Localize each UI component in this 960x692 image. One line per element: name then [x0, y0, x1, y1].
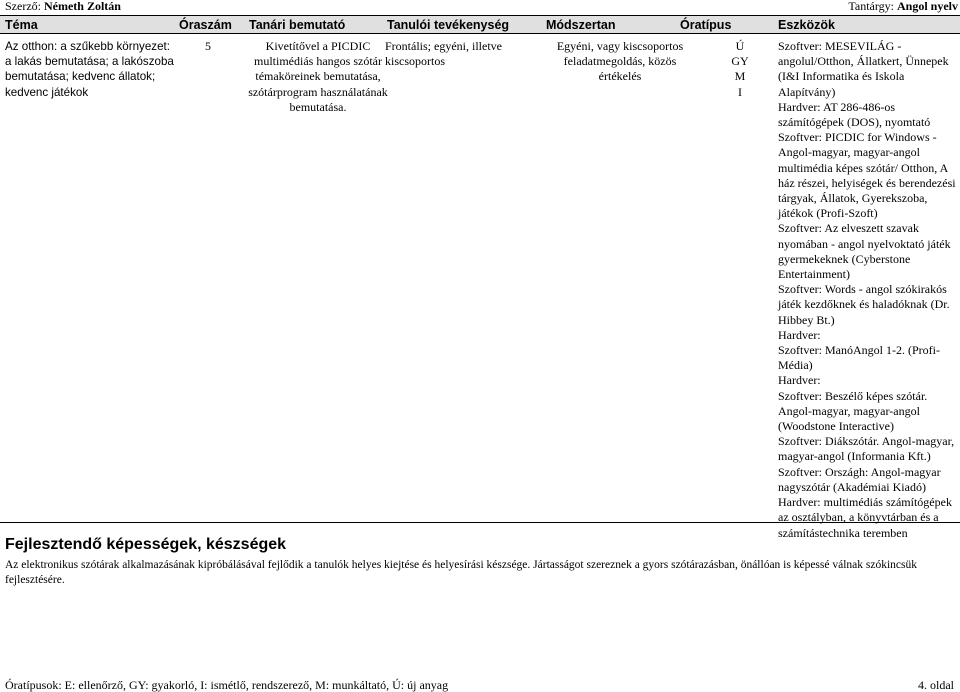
oratipus-item: GY	[731, 54, 749, 69]
oratipus-item: M	[734, 69, 746, 84]
eszkoz-item: Szoftver: Az elveszett szavak nyomában - angol nyelvoktató játék gyermekeknek (Cyberstone Entertainment)	[778, 221, 951, 282]
subject-line	[848, 0, 958, 13]
cell-tanari-bemutato: Kivetítővel a PICDIC multimédiás hangos szótár témaköreinek bemutatása, szótárprogram használatának bemutatása.	[248, 39, 388, 114]
column-header-tema: Téma	[5, 18, 38, 32]
table-header-row	[0, 15, 960, 34]
eszkoz-item: Szoftver: Words - angol szókirakós játék kezdőknek és haladóknak (Dr. Hibbey Bt.)	[778, 282, 950, 327]
eszkoz-item: Szoftver: Diákszótár. Angol-magyar, magyar-angol (Informania Kft.)	[778, 434, 955, 464]
section-heading: Fejlesztendő képességek, készségek	[5, 536, 287, 553]
oratipus-item: I	[738, 84, 742, 99]
column-header-eszkozok: Eszközök	[778, 18, 835, 32]
table-row	[0, 35, 960, 540]
column-header-modszertan: Módszertan	[546, 18, 616, 32]
author-label: Szerző:	[5, 0, 44, 13]
eszkoz-item: Szoftver: ManóAngol 1-2. (Profi-Média)	[778, 343, 940, 373]
subject-label: Tantárgy:	[848, 0, 897, 13]
cell-tema: Az otthon: a szűkebb környezet: a lakás bemutatása; a lakószoba bemutatása; kedvenc állatok; kedvenc játékok	[5, 40, 174, 99]
oratipus-item: Ú	[735, 39, 745, 53]
eszkoz-item: Szoftver: MESEVILÁG - angolul/Otthon, Állatkert, Ünnepek (I&I Informatika és Iskola Alapítvány)	[778, 39, 949, 99]
eszkoz-item: Szoftver: Beszélő képes szótár. Angol-magyar, magyar-angol (Woodstone Interactive)	[778, 388, 928, 434]
column-header-tanuloi: Tanulói tevékenység	[387, 18, 510, 32]
cell-modszertan: Egyéni, vagy kiscsoportos feladatmegoldás, közös értékelés	[556, 39, 684, 84]
eszkoz-item: Hardver: multimédiás számítógépek az osztályban, a könyvtárban és a számítástechnika teremben	[778, 495, 952, 540]
eszkoz-item: Szoftver: Országh: Angol-magyar nagyszótár (Akadémiai Kiadó)	[778, 464, 941, 494]
document-header	[0, 0, 960, 15]
subject-name: Angol nyelv	[896, 0, 958, 13]
cell-tanuloi-tevekenyseg: Frontális; egyéni, illetve kiscsoportos	[385, 39, 502, 69]
page-number: 4. oldal	[918, 678, 954, 692]
section-paragraph: Az elektronikus szótárak alkalmazásának kipróbálásával fejlődik a tanulók helyes kiejtése és helyesírási készsége. Jártasságot szereznek a gyors szótárazásban, önállóan is képessé válnak szókincsük fejlesztésére.	[5, 559, 917, 586]
cell-oraszam: 5	[205, 39, 211, 53]
eszkoz-item: Szoftver: PICDIC for Windows - Angol-magyar, magyar-angol multimédia képes szótár/ Otthon, A ház részei, helyiségek és berendezési tárgyak, Állatok, Gyerekszoba, játékok (Profi-Szoft)	[778, 130, 956, 221]
column-header-oratipus: Óratípus	[680, 18, 732, 32]
footer-legend: Óratípusok: E: ellenőrző, GY: gyakorló, I: ismétlő, rendszerező, M: munkáltató, Ú: új anyag	[5, 678, 449, 692]
author-name: Németh Zoltán	[43, 0, 121, 13]
cell-eszkozok	[778, 39, 956, 541]
cell-oratipus	[725, 39, 755, 100]
eszkoz-item: Hardver:	[778, 373, 821, 388]
author-line	[5, 0, 121, 13]
column-header-oraszam: Óraszám	[179, 18, 232, 32]
page-footer	[0, 678, 960, 692]
eszkoz-item: Hardver:	[778, 327, 821, 342]
eszkoz-item: Hardver: AT 286-486-os számítógépek (DOS), nyomtató	[778, 99, 931, 130]
column-header-tanari: Tanári bemutató	[249, 18, 346, 32]
